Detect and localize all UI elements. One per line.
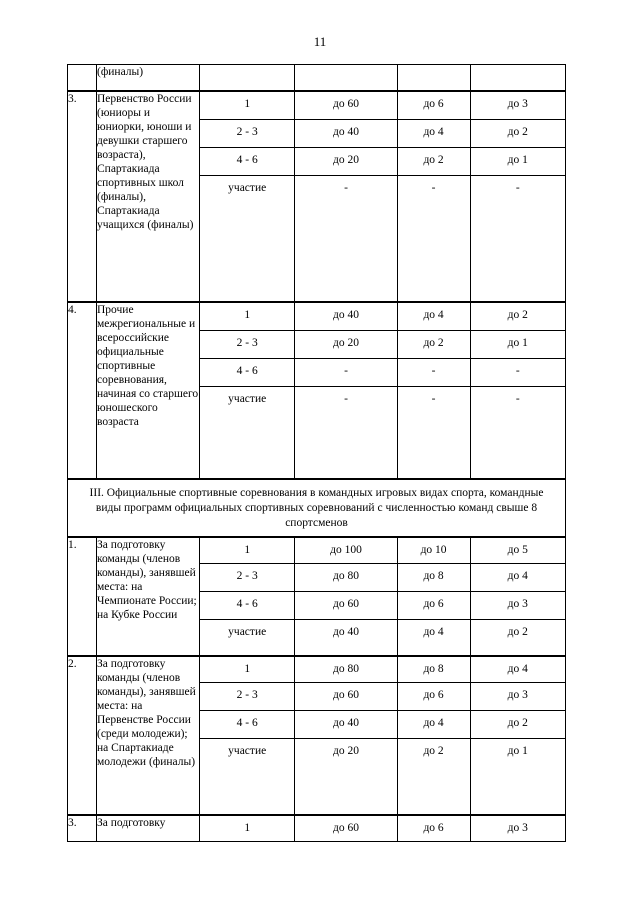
row-number: 2. (68, 656, 97, 815)
values-row (200, 683, 565, 711)
value-cell-b: - (470, 387, 565, 479)
value-cell-b: до 2 (470, 303, 565, 331)
row-description: За подготовку команды (членов команды), занявшей места: на Чемпионате России; на Кубке России (97, 537, 200, 656)
row-values (200, 65, 566, 92)
percent-cell: до 20 (295, 148, 397, 176)
percent-cell: до 40 (295, 120, 397, 148)
values-row (200, 816, 565, 841)
values-row (200, 359, 565, 387)
percent-cell: - (295, 387, 397, 479)
value-cell-a (397, 65, 470, 90)
section-row (68, 479, 566, 537)
place-cell: 1 (244, 98, 251, 110)
values-row (200, 620, 565, 656)
percent-cell: до 40 (295, 711, 397, 739)
row-values (200, 302, 566, 479)
value-cell-a: - (397, 176, 470, 302)
place-cell: участие (200, 739, 295, 815)
place-cell: 4 - 6 (200, 148, 295, 176)
place-cell: 2 - 3 (200, 120, 295, 148)
values-table (200, 657, 565, 814)
row-description: (финалы) (97, 65, 200, 92)
place-cell: 4 - 6 (200, 711, 295, 739)
value-cell-a: до 6 (397, 816, 470, 841)
place-cell: 2 - 3 (200, 331, 295, 359)
row-number: 3. (68, 815, 97, 842)
values-row (200, 387, 565, 479)
table-row (68, 656, 566, 815)
value-cell-b: до 4 (470, 564, 565, 592)
values-table (200, 816, 565, 841)
values-row (200, 148, 565, 176)
value-cell-a: - (397, 387, 470, 479)
values-row (200, 120, 565, 148)
value-cell-b: до 2 (470, 620, 565, 656)
value-cell-a: до 10 (397, 538, 470, 564)
table-row (68, 65, 566, 92)
value-cell-a: до 4 (397, 711, 470, 739)
row-values (200, 815, 566, 842)
value-cell-a: до 4 (397, 303, 470, 331)
place-cell: участие (200, 387, 295, 479)
place-cell (200, 65, 295, 90)
value-cell-b: до 1 (470, 739, 565, 815)
values-row (200, 657, 565, 683)
value-cell-a: до 6 (397, 592, 470, 620)
value-cell-a: до 2 (397, 331, 470, 359)
values-table (200, 538, 565, 655)
percent-cell: до 80 (295, 657, 397, 683)
row-number: 3. (68, 91, 97, 302)
table-row (68, 302, 566, 479)
table-row (68, 815, 566, 842)
values-table (200, 303, 565, 478)
value-cell-a: до 2 (397, 739, 470, 815)
row-description: За подготовку команды (членов команды), занявшей места: на Первенстве России (среди молодежи); на Спартакиаде молодежи (финалы) (97, 656, 200, 815)
row-number: 1. (68, 537, 97, 656)
value-cell-b: - (470, 359, 565, 387)
value-cell-a: до 4 (397, 620, 470, 656)
value-cell-a: до 8 (397, 564, 470, 592)
row-description: Первенство России (юниоры и юниорки, юноши и девушки старшего возраста), Спартакиада спортивных школ (финалы), Спартакиада учащихся (финалы) (97, 91, 200, 302)
values-row (200, 592, 565, 620)
place-cell: участие (200, 620, 295, 656)
place-cell: участие (200, 176, 295, 302)
values-row (200, 538, 565, 564)
rewards-table (67, 64, 566, 842)
values-row (200, 711, 565, 739)
value-cell-a: до 4 (397, 120, 470, 148)
place-cell: 1 (244, 309, 251, 321)
table-row (68, 537, 566, 656)
value-cell-b: до 1 (470, 331, 565, 359)
percent-cell: до 20 (295, 739, 397, 815)
row-values (200, 537, 566, 656)
values-row (200, 303, 565, 331)
percent-cell: - (295, 359, 397, 387)
percent-cell: до 40 (295, 303, 397, 331)
value-cell-a: до 6 (397, 683, 470, 711)
place-cell: 4 - 6 (200, 592, 295, 620)
value-cell-a: до 6 (397, 92, 470, 120)
place-cell: 1 (244, 663, 251, 675)
table-row (68, 91, 566, 302)
values-row (200, 92, 565, 120)
value-cell-b: до 2 (470, 711, 565, 739)
values-table (200, 92, 565, 301)
value-cell-a: до 2 (397, 148, 470, 176)
row-values (200, 656, 566, 815)
value-cell-a: до 8 (397, 657, 470, 683)
page-number: 11 (313, 34, 327, 49)
value-cell-b: до 1 (470, 148, 565, 176)
percent-cell: до 20 (295, 331, 397, 359)
percent-cell: до 60 (295, 92, 397, 120)
values-row (200, 739, 565, 815)
value-cell-b: до 2 (470, 120, 565, 148)
row-number (68, 65, 97, 92)
percent-cell: до 60 (295, 683, 397, 711)
place-cell: 2 - 3 (200, 564, 295, 592)
place-cell: 2 - 3 (200, 683, 295, 711)
value-cell-b (470, 65, 565, 90)
place-cell: 1 (244, 544, 251, 556)
percent-cell: до 100 (295, 538, 397, 564)
percent-cell: до 80 (295, 564, 397, 592)
percent-cell: до 60 (295, 592, 397, 620)
value-cell-b: до 3 (470, 92, 565, 120)
value-cell-a: - (397, 359, 470, 387)
values-row (200, 331, 565, 359)
row-number: 4. (68, 302, 97, 479)
value-cell-b: - (470, 176, 565, 302)
values-row (200, 65, 565, 90)
percent-cell (295, 65, 397, 90)
values-row (200, 176, 565, 302)
value-cell-b: до 4 (470, 657, 565, 683)
value-cell-b: до 3 (470, 816, 565, 841)
place-cell: 1 (244, 822, 251, 834)
percent-cell: - (295, 176, 397, 302)
value-cell-b: до 3 (470, 683, 565, 711)
percent-cell: до 40 (295, 620, 397, 656)
row-description: За подготовку (97, 815, 200, 842)
place-cell: 4 - 6 (200, 359, 295, 387)
row-values (200, 91, 566, 302)
value-cell-b: до 5 (470, 538, 565, 564)
values-table (200, 65, 565, 90)
row-description: Прочие межрегиональные и всероссийские официальные спортивные соревнования, начиная со старшего юношеского возраста (97, 302, 200, 479)
value-cell-b: до 3 (470, 592, 565, 620)
percent-cell: до 60 (295, 816, 397, 841)
section-title: III. Официальные спортивные соревнования в командных игровых видах спорта, командные виды программ официальных спортивных соревнований с численностью команд свыше 8 спортсменов (68, 479, 566, 537)
values-row (200, 564, 565, 592)
